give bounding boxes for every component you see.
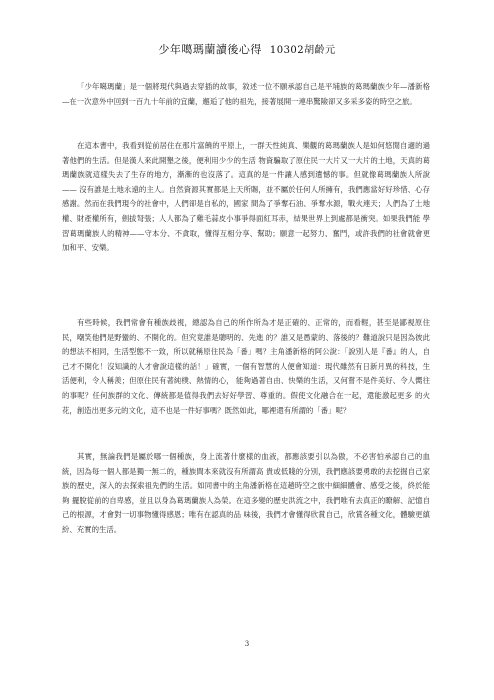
student-id: 10302胡齡元 <box>269 45 336 56</box>
page-title <box>0 41 494 57</box>
paragraph-3: 有些時候，我們常會有種族歧視，總認為自己的所作所為才是正確的、正常的，而看輕，甚至是鄙視原住民，嘲笑他們是野蠻的、不開化的。但究竟誰是聰明的、先進 的？誰又是愚蒙的、落後的？難道說只是因為彼此的想法不相同，生活型態不一致，所以就稱原住民為「番」嗎？主角潘新格的阿公說：「說別人是『番』的人，自 己才不開化！沒知識的人才會說這樣的話！」確實，一個有智慧的人便會知道：現代雖然有日新月異的科技，生活便利，令人稱羨；但原住民有著純樸、熱情的心， 能夠過著自由、快樂的生活，又何嘗不是件美好、令人嚮往的事呢？任何族群的文化、傳統都是值得我們去好好學習、尊重的。假使文化融合在一起，還能激起更多 的火花，創造出更多元的文化，這不也是一件好事嗎？既然如此，哪裡還有所謂的「番」呢？ <box>62 318 430 415</box>
paragraph-2: 在這本書中，我看到從前居住在那片富饒的平原上，一群天性純真、樂觀的葛瑪蘭族人是如何悠閒自適的過著他們的生活。但是漢人來此開墾之後，便利用少少的生活 物資騙取了原住民一大片又一大片的土地，天真的葛瑪蘭族就這樣失去了生存的地方，漸漸的也沒落了。這真的是一件讓人感到遺憾的事。但就像葛瑪蘭族人所說—— 沒有誰是土地永遠的主人。自然資源其實都是上天所賜，並不屬於任何人所擁有，我們應當好好珍惜、心存感謝。然而在我們現今的社會中，人們卻是自私的，國家 間為了爭奪石油、爭奪水源，戰火連天；人們為了土地權、財產權所有，劍拔弩張；人人都為了雞毛蒜皮小事爭得面紅耳赤，結果世界上到處都是衝突。如果我們能 學習葛瑪蘭族人的精神——守本分、不貪取，懂得互相分享、幫助；願意一起努力、奮鬥，或許我們的社會就會更加和平、安樂。 <box>62 141 430 253</box>
page-number: 3 <box>244 640 250 648</box>
paragraph-1: 「少年噶瑪蘭」是一個將現代與過去穿插的故事，敘述一位不願承認自己是平埔族的葛瑪蘭族少年—潘新格—在一次意外中回到一百九十年前的宜蘭，邂逅了他的祖先，接著展開一連串驚險卻又多采多姿的時空之旅。 <box>62 82 430 106</box>
title-text: 少年噶瑪蘭讀後心得 <box>158 43 262 56</box>
paragraph-4: 其實，無論我們是屬於哪一個種族，身上流著什麼樣的血液，都應該要引以為傲，不必害怕承認自己的血統，因為每一個人都是獨一無二的，種族間本來就沒有所謂高 貴或低賤的分別，我們應該要勇敢的去挖掘自己家族的歷史，深入的去探索祖先們的生活。如同書中的主角潘新格在這趟時空之旅中細細體會、感受之後，終於能夠 擺脫從前的自卑感，並且以身為葛瑪蘭族人為榮。在這多變的歷史洪流之中，我們唯有去真正的瞭解、記憶自己的根源，才會對一切事物懂得感恩；唯有在認真的品 味後，我們才會懂得欣賞自己，欣賞各種文化，體驗更縝紛、充實的生活。 <box>62 452 430 534</box>
